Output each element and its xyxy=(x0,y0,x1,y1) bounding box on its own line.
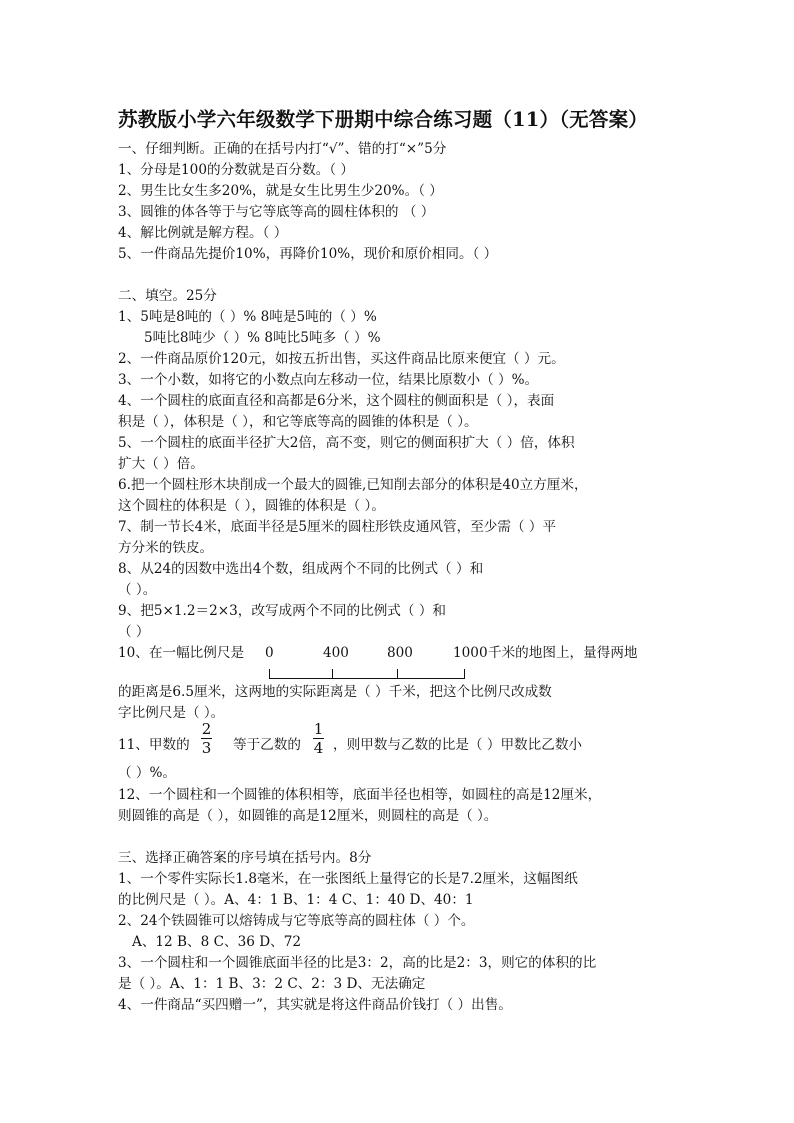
section2-heading: 二、填空。25分 xyxy=(118,288,217,304)
section2-q11-prefix: 11、甲数的 xyxy=(118,737,190,753)
fraction-numerator: 1 xyxy=(313,720,324,738)
section3-q4: 4、一件商品“买四赠一”，其实就是将这件商品价钱打（ ）出售。 xyxy=(118,997,512,1013)
section2-q6-line1: 6.把一个圆柱形木块削成一个最大的圆锥,已知削去部分的体积是40立方厘米， xyxy=(118,477,588,493)
section2-q6-line2: 这个圆柱的体积是（ ），圆锥的体积是（ ）。 xyxy=(118,498,385,514)
section2-q9-line2: （ ） xyxy=(118,624,150,640)
section1-item-5: 5、一件商品先提价10%，再降价10%，现价和原价相同。（ ） xyxy=(118,246,498,262)
section2-q7-line1: 7、制一节长4米，底面半径是5厘米的圆柱形铁皮通风管，至少需（ ）平 xyxy=(118,519,557,535)
section2-q10-line3: 字比例尺是（ ）。 xyxy=(118,705,225,721)
section3-q2-options: A、12 B、8 C、36 D、72 xyxy=(132,934,301,950)
fraction-numerator: 2 xyxy=(201,720,212,738)
section1-heading: 一、仔细判断。正确的在括号内打“√”、错的打“×”5分 xyxy=(118,141,447,157)
scale-bar-tick-0 xyxy=(269,669,270,679)
section2-q9-line1: 9、把5×1.2＝2×3，改写成两个不同的比例式（ ）和 xyxy=(118,603,447,619)
section2-q4-line1: 4、一个圆柱的底面直径和高都是6分米，这个圆柱的侧面积是（ ），表面 xyxy=(118,393,555,409)
section2-q10-prefix: 10、在一幅比例尺是 xyxy=(118,645,245,661)
section2-q11-mid: 等于乙数的 xyxy=(233,737,301,753)
section2-q10-line2: 的距离是6.5厘米，这两地的实际距离是（ ）千米，把这个比例尺改成数 xyxy=(118,684,552,700)
section3-q1-line1: 1、一个零件实际长1.8毫米，在一张图纸上量得它的长是7.2厘米，这幅图纸 xyxy=(118,871,578,887)
section2-q12-line2: 则圆锥的高是（ ），如圆锥的高是12厘米，则圆柱的高是（ ）。 xyxy=(118,808,498,824)
section3-q3-line2: 是（ ）。A、1：1 B、3：2 C、2：3 D、无法确定 xyxy=(118,976,426,992)
fraction-denominator: 4 xyxy=(313,739,324,757)
section3-q3-line1: 3、一个圆柱和一个圆锥底面半径的比是3：2，高的比是2：3，则它的体积的比 xyxy=(118,955,597,971)
section2-q1-line2: 5吨比8吨少（ ）% 8吨比5吨多（ ）% xyxy=(144,330,381,346)
section2-q8-line2: （ ）。 xyxy=(118,582,157,598)
section1-item-2: 2、男生比女生多20%，就是女生比男生少20%。（ ） xyxy=(118,183,443,199)
section3-q2-line1: 2、24个铁圆锥可以熔铸成与它等底等高的圆柱体（ ）个。 xyxy=(118,913,475,929)
scale-label-1000: 1000 xyxy=(453,645,488,661)
section2-q5-line1: 5、一个圆柱的底面半径扩大2倍，高不变，则它的侧面积扩大（ ）倍，体积 xyxy=(118,435,575,451)
section2-q11-line2: （ ）%。 xyxy=(118,765,177,781)
scale-bar-baseline xyxy=(269,678,465,679)
section2-q12-line1: 12、一个圆柱和一个圆锥的体积相等，底面半径也相等，如圆柱的高是12厘米， xyxy=(118,787,602,803)
section2-q7-line2: 方分米的铁皮。 xyxy=(118,540,214,556)
section3-q1-line2: 的比例尺是（ ）。A、4：1 B、1：4 C、1：40 D、40：1 xyxy=(118,892,474,908)
section2-q3: 3、一个小数，如将它的小数点向左移动一位，结果比原数小（ ）%。 xyxy=(118,372,539,388)
scale-bar-tick-400 xyxy=(332,669,333,679)
section2-q2: 2、一件商品原价120元，如按五折出售，买这件商品比原来便宜（ ）元。 xyxy=(118,351,565,367)
scale-bar-tick-800 xyxy=(397,669,398,679)
section1-item-3: 3、圆锥的体各等于与它等底等高的圆柱体积的 （ ） xyxy=(118,204,435,220)
fraction-two-thirds xyxy=(201,721,212,756)
section2-q10-suffix: 千米的地图上，量得两地 xyxy=(488,645,638,661)
scale-bar-tick-1000 xyxy=(464,669,465,679)
section2-q11-suffix: ，则甲数与乙数的比是（ ）甲数比乙数小 xyxy=(333,737,583,753)
section1-item-1: 1、分母是100的分数就是百分数。（ ） xyxy=(118,162,355,178)
page-title: 苏教版小学六年级数学下册期中综合练习题（11）（无答案） xyxy=(118,108,648,131)
section2-q1-line1: 1、5吨是8吨的（ ）% 8吨是5吨的（ ）% xyxy=(118,309,377,325)
scale-label-0: 0 xyxy=(265,645,274,661)
section2-q4-line2: 积是（ ），体积是（ ），和它等底等高的圆锥的体积是（ ）。 xyxy=(118,414,478,430)
section2-q8-line1: 8、从24的因数中选出4个数，组成两个不同的比例式（ ）和 xyxy=(118,561,484,577)
fraction-denominator: 3 xyxy=(201,739,212,757)
fraction-one-quarter xyxy=(313,721,324,756)
section1-item-4: 4、解比例就是解方程。（ ） xyxy=(118,225,288,241)
scale-label-400: 400 xyxy=(323,645,349,661)
section2-q5-line2: 扩大（ ）倍。 xyxy=(118,456,204,472)
scale-label-800: 800 xyxy=(387,645,413,661)
section3-heading: 三、选择正确答案的序号填在括号内。8分 xyxy=(118,850,372,866)
